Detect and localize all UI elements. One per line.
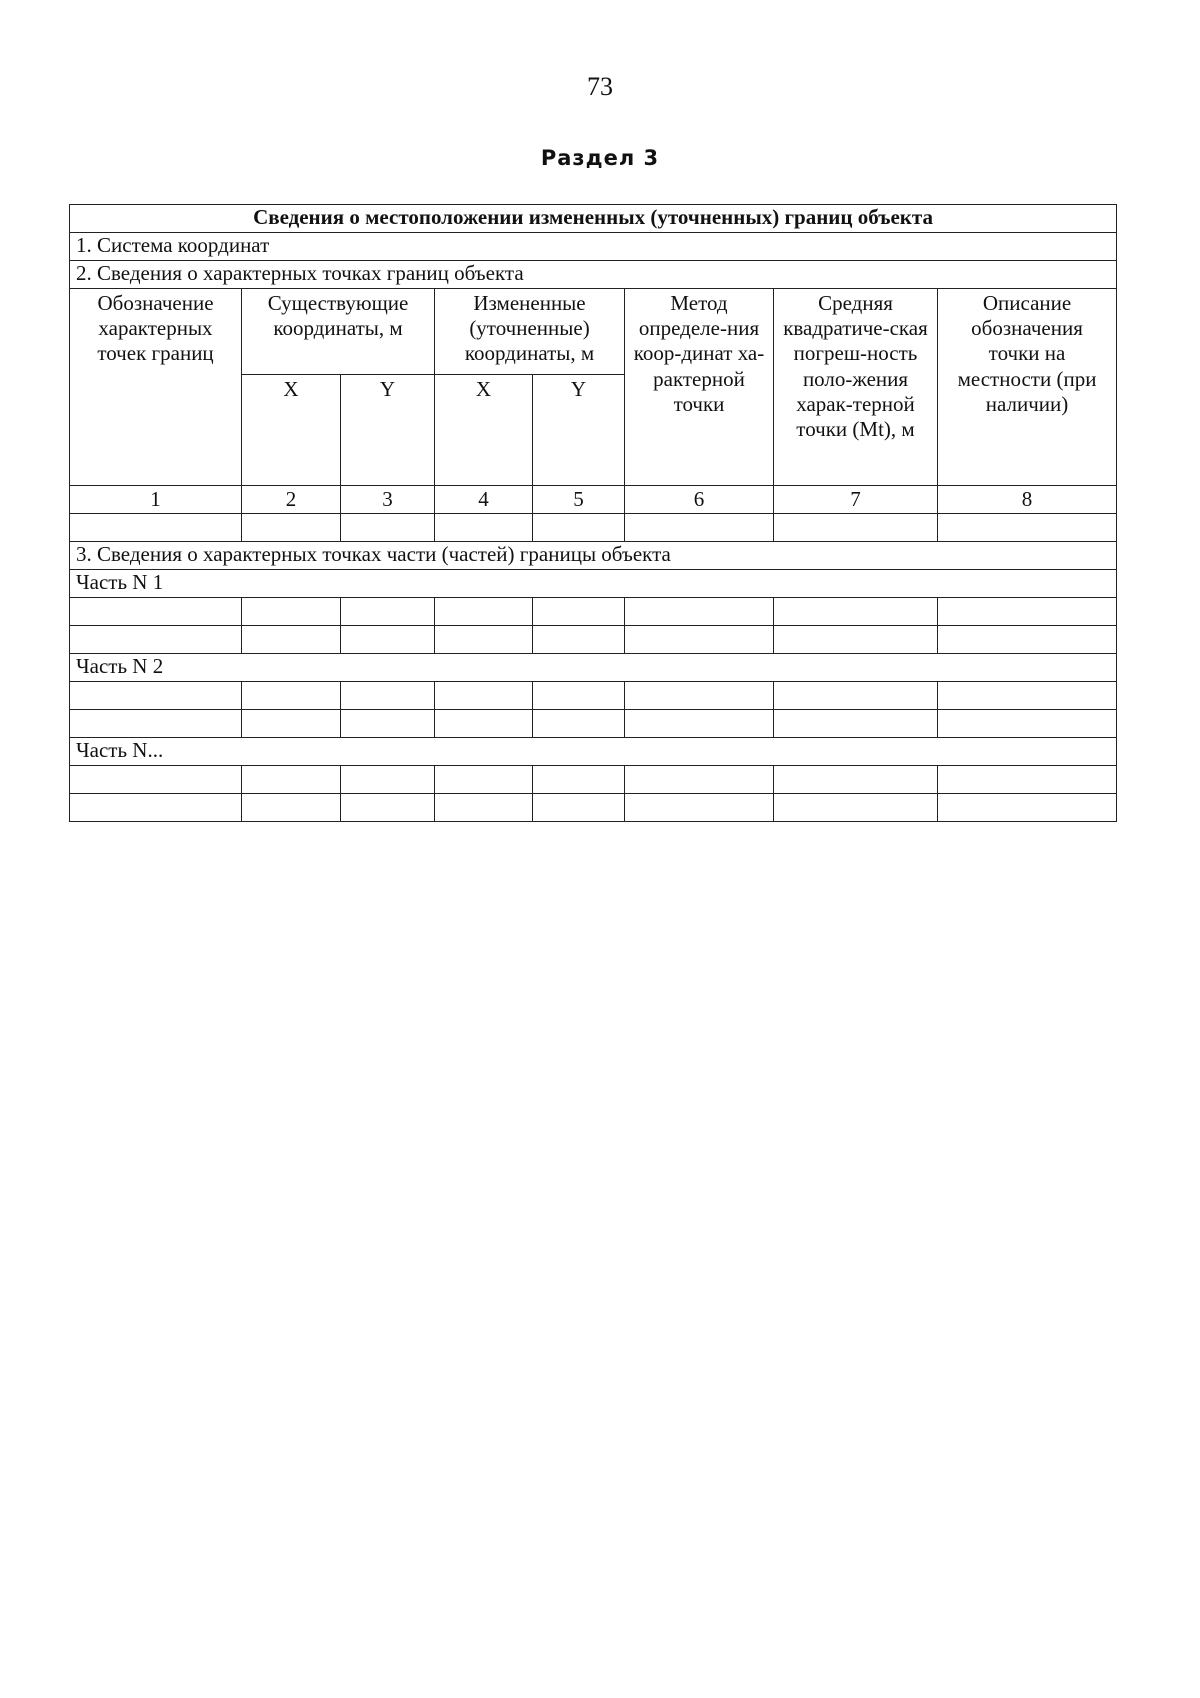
column-number: 4 [435, 486, 533, 514]
empty-cell [625, 626, 774, 654]
column-number: 7 [774, 486, 938, 514]
empty-cell [70, 626, 242, 654]
table-row [70, 794, 1117, 822]
empty-cell [938, 682, 1117, 710]
empty-cell [774, 514, 938, 542]
empty-cell [625, 794, 774, 822]
empty-cell [242, 514, 341, 542]
points-heading-row: 2. Сведения о характерных точках границ объекта [70, 261, 1117, 289]
empty-cell [625, 682, 774, 710]
empty-cell [242, 626, 341, 654]
empty-cell [242, 794, 341, 822]
empty-cell [70, 794, 242, 822]
column-number: 2 [242, 486, 341, 514]
coordinate-system-row: 1. Система координат [70, 233, 1117, 261]
empty-cell [242, 710, 341, 738]
header-designation: Обозначение характерных точек границ [70, 289, 242, 486]
empty-cell [341, 766, 435, 794]
header-x-existing: X [242, 375, 341, 486]
empty-cell [435, 794, 533, 822]
page-number: 73 [587, 72, 613, 101]
column-number: 1 [70, 486, 242, 514]
empty-cell [242, 766, 341, 794]
empty-cell [774, 598, 938, 626]
empty-cell [533, 626, 625, 654]
header-error: Средняя квадратиче-ская погреш-ность поло-жения харак-терной точки (Mt), м [774, 289, 938, 486]
empty-cell [435, 682, 533, 710]
column-number: 5 [533, 486, 625, 514]
empty-cell [774, 766, 938, 794]
empty-cell [242, 682, 341, 710]
table-title: Сведения о местоположении измененных (уточненных) границ объекта [70, 205, 1117, 233]
empty-cell [341, 598, 435, 626]
empty-cell [774, 794, 938, 822]
empty-cell [533, 766, 625, 794]
empty-cell [938, 766, 1117, 794]
table-row [70, 598, 1117, 626]
empty-cell [938, 598, 1117, 626]
empty-cell [70, 598, 242, 626]
header-method: Метод определе-ния коор-динат ха-рактерной точки [625, 289, 774, 486]
column-number: 6 [625, 486, 774, 514]
empty-cell [625, 710, 774, 738]
empty-cell [533, 710, 625, 738]
column-numbers-row [70, 486, 1117, 514]
empty-cell [774, 626, 938, 654]
empty-cell [625, 766, 774, 794]
empty-cell [938, 514, 1117, 542]
empty-cell [341, 514, 435, 542]
empty-cell [70, 766, 242, 794]
empty-cell [435, 766, 533, 794]
empty-cell [625, 514, 774, 542]
empty-cell [341, 682, 435, 710]
header-y-existing: Y [341, 375, 435, 486]
empty-cell [242, 598, 341, 626]
empty-cell [533, 598, 625, 626]
header-x-changed: X [435, 375, 533, 486]
table-row [70, 682, 1117, 710]
part-label: Часть N 1 [70, 570, 1117, 598]
empty-cell [435, 598, 533, 626]
table-row [70, 626, 1117, 654]
empty-cell [533, 514, 625, 542]
boundary-points-table [69, 204, 1117, 822]
header-description: Описание обозначения точки на местности (при наличии) [938, 289, 1117, 486]
header-y-changed: Y [533, 375, 625, 486]
parts-heading-row: 3. Сведения о характерных точках части (частей) границы объекта [70, 542, 1117, 570]
empty-cell [341, 710, 435, 738]
table-row [70, 766, 1117, 794]
empty-cell [341, 794, 435, 822]
empty-cell [435, 626, 533, 654]
column-number: 8 [938, 486, 1117, 514]
table-row [70, 710, 1117, 738]
empty-cell [533, 682, 625, 710]
header-changed-coords: Измененные (уточненные) координаты, м [435, 289, 625, 375]
empty-cell [70, 514, 242, 542]
empty-cell [435, 710, 533, 738]
empty-cell [435, 514, 533, 542]
empty-cell [625, 598, 774, 626]
empty-cell [70, 710, 242, 738]
empty-cell [938, 710, 1117, 738]
empty-cell [774, 710, 938, 738]
empty-cell [533, 794, 625, 822]
part-label: Часть N... [70, 738, 1117, 766]
empty-cell [70, 682, 242, 710]
empty-cell [774, 682, 938, 710]
part-label: Часть N 2 [70, 654, 1117, 682]
section-title: Раздел 3 [540, 146, 660, 170]
header-existing-coords: Существующие координаты, м [242, 289, 435, 375]
table-row [70, 514, 1117, 542]
empty-cell [341, 626, 435, 654]
empty-cell [938, 626, 1117, 654]
empty-cell [938, 794, 1117, 822]
column-number: 3 [341, 486, 435, 514]
